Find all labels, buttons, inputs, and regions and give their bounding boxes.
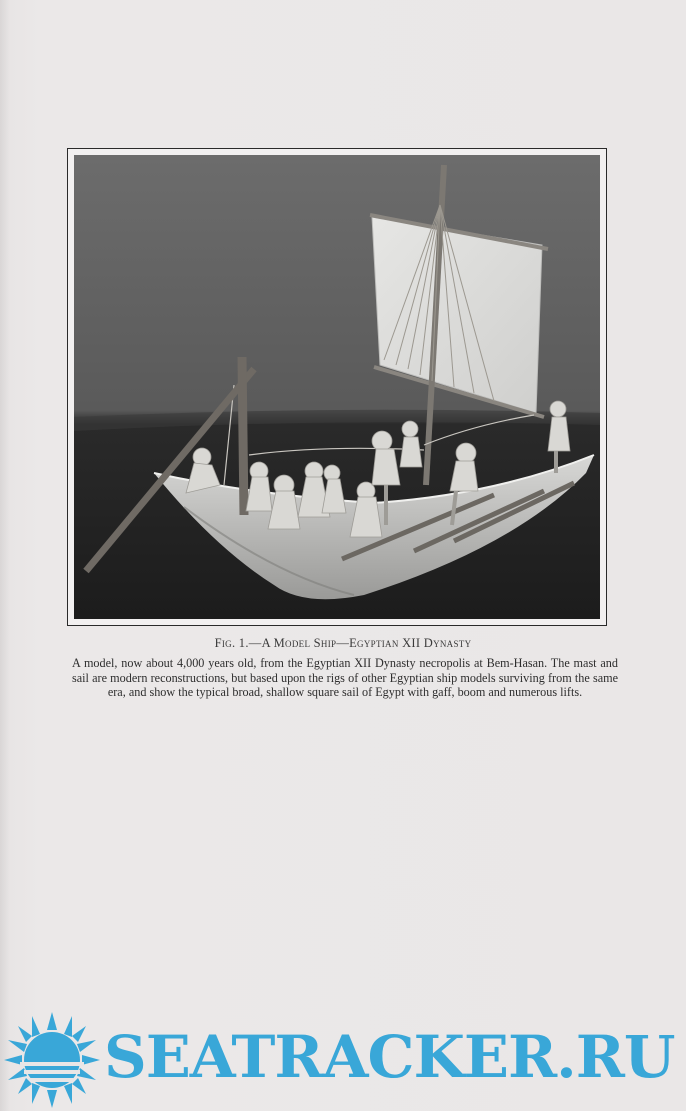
sun-logo-icon <box>0 1010 110 1110</box>
figure-title: Fig. 1.—A Model Ship—Egyptian XII Dynasty <box>214 636 472 650</box>
figure-description: A model, now about 4,000 years old, from the Egyptian XII Dynasty necropolis at Bem-Hasan. The mast and sail are modern reconstructions, but based upon the rigs of other Egyptian ship models surviving from the same era, and show the typical broad, shallow square sail of Egypt with gaff, boom and numerous lifts. <box>72 656 618 699</box>
photo-plate <box>67 148 607 626</box>
model-ship-photo <box>74 155 600 619</box>
watermark-text: SEATRACKER.RU <box>104 1023 675 1091</box>
